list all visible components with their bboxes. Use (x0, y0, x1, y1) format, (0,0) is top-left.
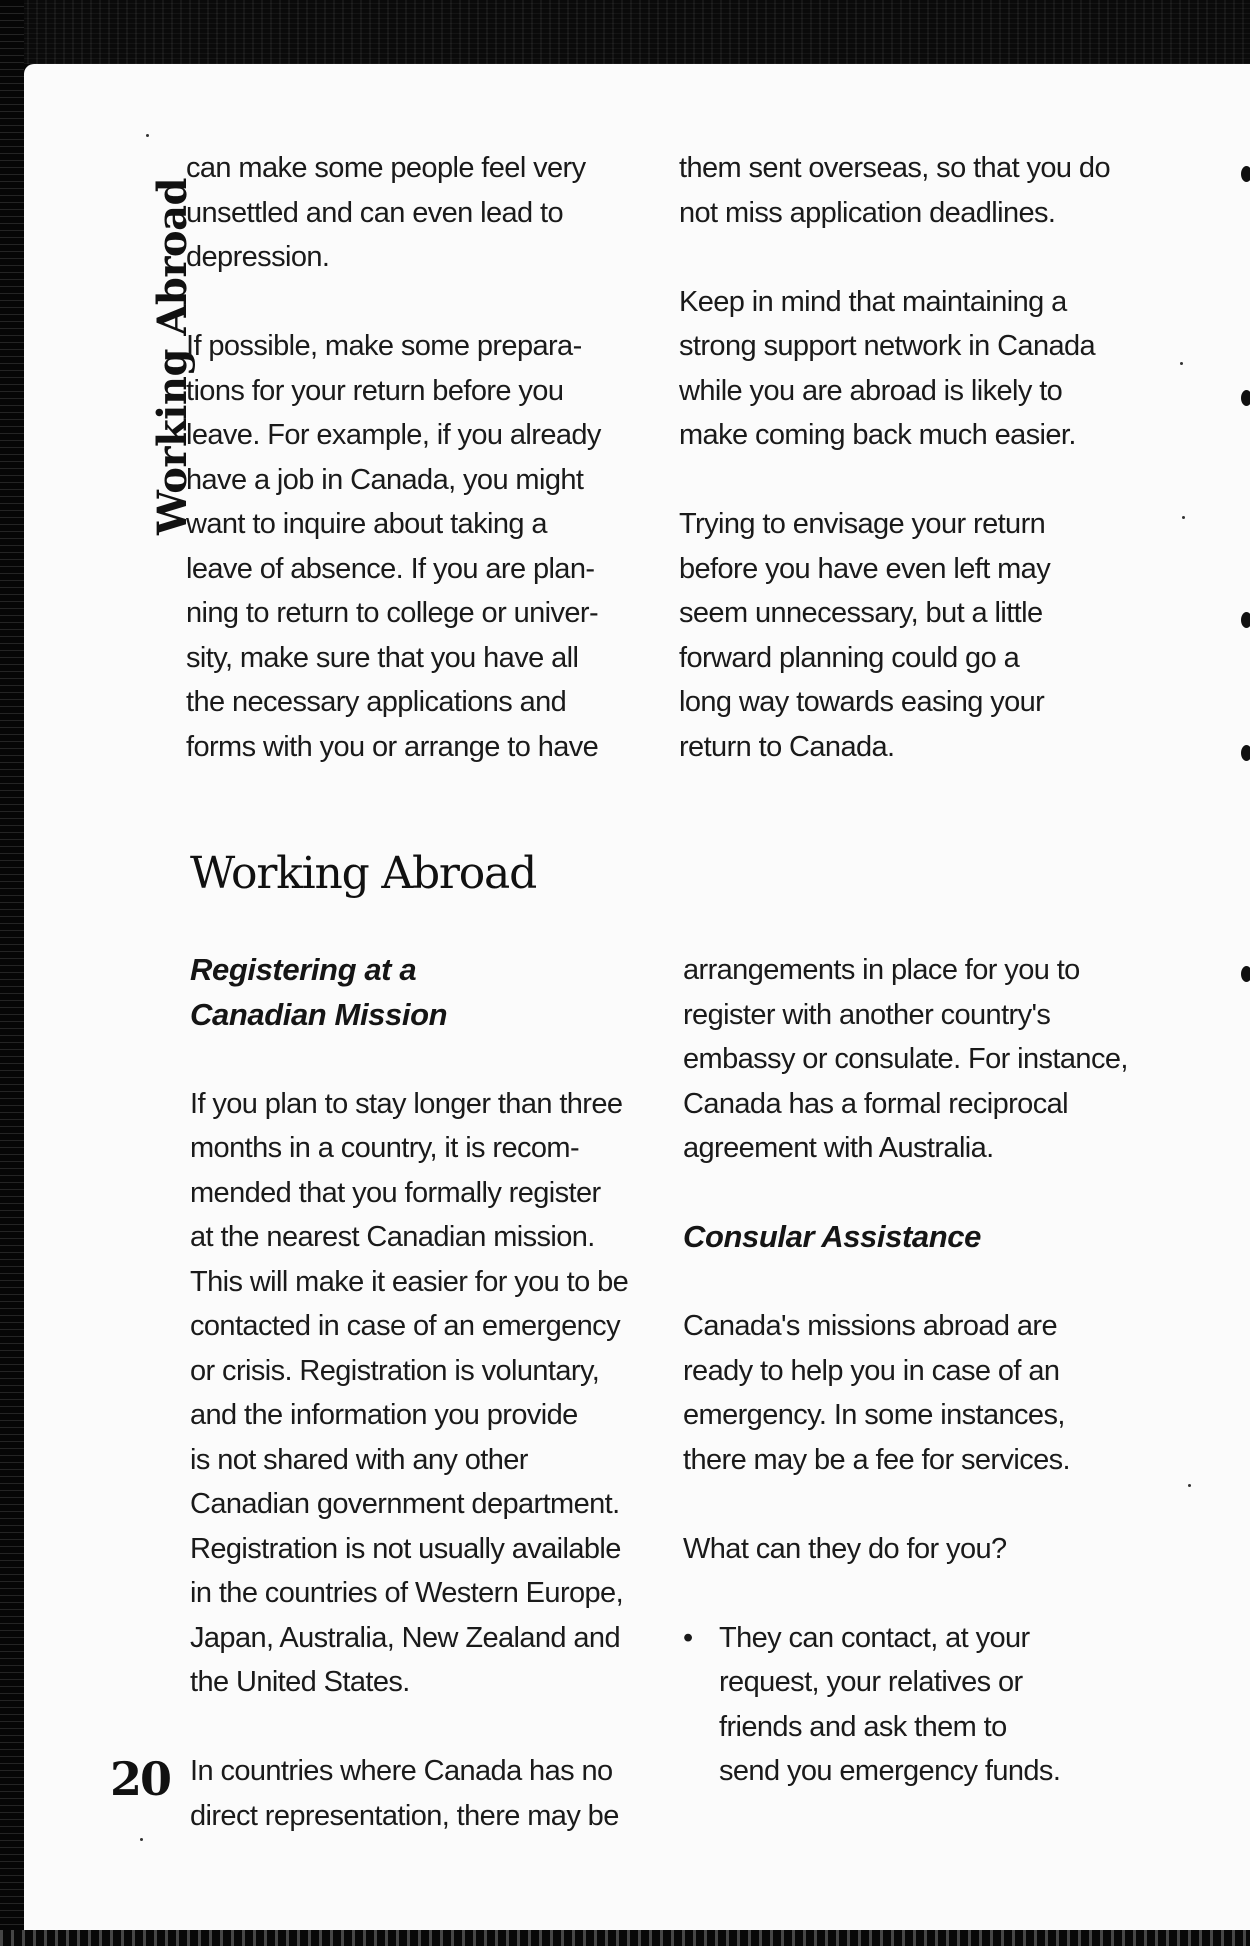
paragraph-overseas: them sent overseas, so that you do not miss application deadlines. (679, 152, 1110, 229)
scan-speck (146, 134, 149, 137)
bottom-left-column (190, 948, 660, 1838)
running-side-title: Working Abroad (149, 178, 196, 535)
paragraph-arrangements: arrangements in place for you to register with another country's embassy or consulate. For instance, Canada has a formal reciprocal agreement with Australia. (683, 954, 1128, 1164)
bullet-text: They can contact, at your request, your relatives or friends and ask them to send you emergency funds. (719, 1621, 1061, 1787)
bottom-right-column (683, 948, 1163, 1794)
section-heading: Working Abroad (190, 848, 537, 899)
scan-speck (140, 1838, 143, 1841)
paragraph-envisage-return: Trying to envisage your return before you have even left may seem unnecessary, but a little forward planning could go a long way towards easing your return to Canada. (679, 508, 1051, 763)
edge-bullet-bleed-5 (1241, 966, 1250, 982)
edge-bullet-bleed-4 (1241, 745, 1250, 761)
paragraph-registration: If you plan to stay longer than three months in a country, it is recom- mended that you formally register at the nearest Canadian mission. This will make it easier for you to be contacted in case of an emergency or crisis. Registration is voluntary, and the information you provide is not shared with any other Canadian government department. Registration is not usually available in the countries of Western Europe, Japan, Australia, New Zealand and the United States. (190, 1087, 629, 1698)
scan-bottom-border (0, 1930, 1250, 1946)
paragraph-no-representation: In countries where Canada has no direct representation, there may be (190, 1755, 619, 1832)
subhead-registering: Registering at a Canadian Mission (190, 952, 448, 1032)
top-left-column (186, 146, 656, 769)
scan-speck (1188, 1484, 1191, 1487)
paragraph-continuation: can make some people feel very unsettled and can even lead to depression. (186, 152, 586, 273)
scan-top-border (0, 0, 1250, 64)
edge-bullet-bleed-2 (1241, 390, 1250, 406)
scan-speck (1180, 362, 1183, 365)
paragraph-return-preparations: If possible, make some prepara- tions for your return before you leave. For example, if you already have a job in Canada, you might want to inquire about taking a leave of absence. If you are plan- ning to return to college or univer- sity, make sure that you have all the necessary applications and forms with you or arrange to have (186, 330, 601, 763)
scan-left-border (0, 0, 24, 1946)
paragraph-question: What can they do for you? (683, 1532, 1007, 1565)
page-number: 20 (110, 1752, 171, 1806)
top-right-column (679, 146, 1159, 769)
bullet-marker: • (683, 1621, 693, 1654)
paragraph-missions-ready: Canada's missions abroad are ready to help you in case of an emergency. In some instances, there may be a fee for services. (683, 1310, 1070, 1476)
edge-bullet-bleed-3 (1241, 612, 1250, 628)
subhead-consular-assistance: Consular Assistance (683, 1219, 981, 1254)
bullet-list-item (683, 1616, 1163, 1794)
paragraph-support-network: Keep in mind that maintaining a strong support network in Canada while you are abroad is likely to make coming back much easier. (679, 285, 1096, 451)
edge-bullet-bleed-1 (1241, 166, 1250, 182)
scan-speck (1182, 516, 1185, 519)
